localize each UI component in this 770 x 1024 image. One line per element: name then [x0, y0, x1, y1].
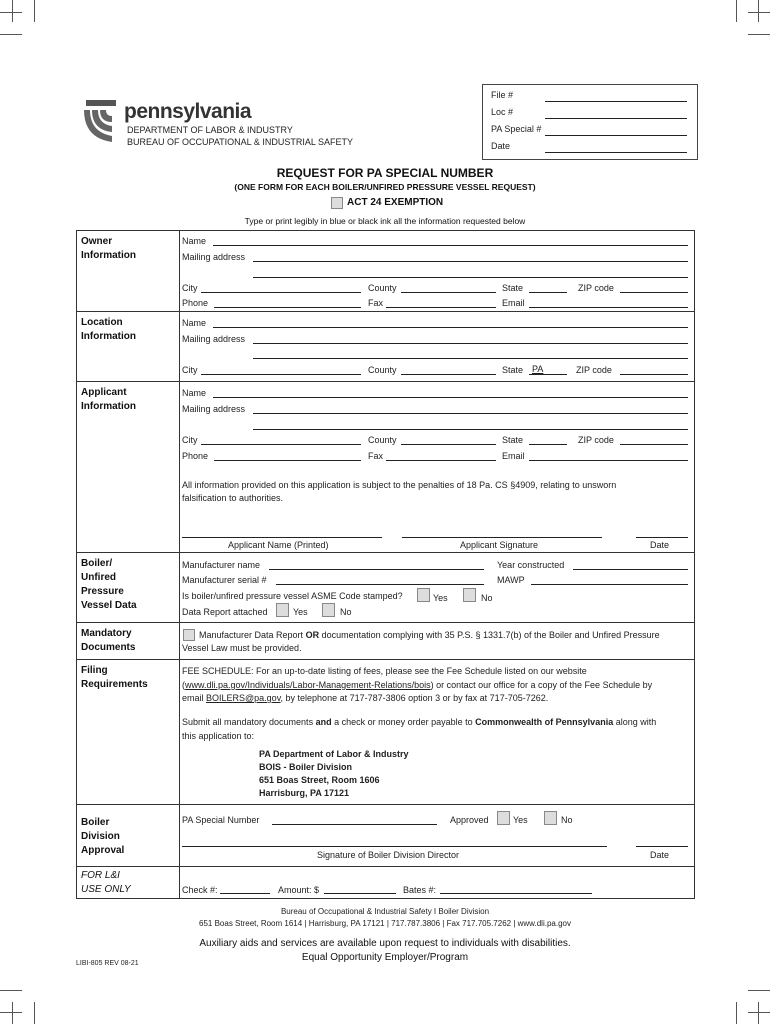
- owner-section: [76, 230, 695, 312]
- act24-checkbox[interactable]: [331, 197, 343, 209]
- owner-label: [81, 235, 171, 263]
- applicant-state-field[interactable]: [529, 444, 567, 445]
- owner-state-field[interactable]: [529, 292, 567, 293]
- divider: [179, 553, 180, 622]
- submit-post: along with: [613, 717, 657, 727]
- instructions: Type or print legibly in blue or black ink all the information requested below: [244, 216, 526, 226]
- applicant-printed-name-label: Applicant Name (Printed): [228, 540, 329, 550]
- pa-special-field[interactable]: [545, 135, 687, 136]
- fee-schedule-line3: [182, 693, 548, 703]
- applicant-phone-field[interactable]: [214, 460, 361, 461]
- asme-yes-label: Yes: [433, 593, 448, 603]
- vessel-label-4: Vessel Data: [81, 600, 137, 611]
- data-report-no-checkbox[interactable]: [322, 603, 335, 617]
- mandatory-label: [81, 627, 171, 655]
- location-mailing-field-2[interactable]: [253, 358, 688, 359]
- submit-line1: [182, 717, 656, 727]
- location-county-label: County: [368, 365, 397, 375]
- applicant-email-field[interactable]: [529, 460, 688, 461]
- owner-county-label: County: [368, 283, 397, 293]
- applicant-signature-label: Applicant Signature: [460, 540, 539, 550]
- divider: [179, 660, 180, 804]
- footer-line2: 651 Boas Street, Room 1614 | Harrisburg, PA 17121 | 717.787.3806 | Fax 717.705.7262 | www.dli.pa.gov: [199, 919, 571, 928]
- vessel-label-3: Pressure: [81, 586, 124, 597]
- approved-no-checkbox[interactable]: [544, 811, 557, 825]
- director-signature-field[interactable]: [182, 846, 607, 847]
- year-constructed-label: Year constructed: [497, 560, 565, 570]
- address-line-1: PA Department of Labor & Industry: [259, 749, 409, 759]
- submit-and: and: [315, 717, 332, 727]
- mandatory-text-1: [199, 630, 660, 640]
- mawp-field[interactable]: [531, 584, 688, 585]
- owner-mailing-field-2[interactable]: [253, 277, 688, 278]
- fee-schedule-link[interactable]: www.dli.pa.gov/Individuals/Labor-Management-Relations/bois: [185, 680, 431, 690]
- owner-phone-label: Phone: [182, 298, 209, 308]
- submit-pre: Submit all mandatory documents: [182, 717, 316, 727]
- location-label-2: Information: [81, 331, 136, 342]
- check-number-label: Check #:: [182, 885, 218, 895]
- owner-fax-label: Fax: [368, 298, 384, 308]
- mandatory-section: [76, 623, 695, 660]
- owner-name-label: Name: [182, 236, 207, 246]
- keystone-logo-icon: [82, 98, 122, 144]
- divider: [179, 312, 180, 381]
- approved-yes-checkbox[interactable]: [497, 811, 510, 825]
- approval-label-2: Division: [81, 831, 120, 842]
- vessel-label: [81, 557, 171, 613]
- approval-label-3: Approval: [81, 845, 125, 856]
- divider: [179, 867, 180, 898]
- owner-fax-field[interactable]: [386, 307, 496, 308]
- data-report-yes-label: Yes: [293, 607, 308, 617]
- penalty-notice-2: falsification to authorities.: [182, 493, 284, 503]
- submit-payee: Commonwealth of Pennsylvania: [475, 717, 614, 727]
- location-zip-label: ZIP code: [576, 365, 612, 375]
- location-city-field[interactable]: [201, 374, 361, 375]
- office-use-label-2: USE ONLY: [81, 884, 131, 895]
- file-info-box: [482, 84, 698, 160]
- vessel-section: [76, 553, 695, 623]
- approval-label: [81, 816, 171, 858]
- special-number-field[interactable]: [272, 824, 437, 825]
- email-link[interactable]: BOILERS@pa.gov: [206, 693, 281, 703]
- applicant-email-label: Email: [502, 451, 525, 461]
- asme-question: Is boiler/unfired pressure vessel ASME Code stamped?: [182, 591, 403, 601]
- loc-label: Loc #: [491, 107, 514, 117]
- accessibility-notice: Auxiliary aids and services are available upon request to individuals with disabilities.: [199, 938, 571, 949]
- special-number-label: PA Special Number: [182, 815, 260, 825]
- owner-label-2: Information: [81, 250, 136, 261]
- crop-mark: [0, 990, 22, 991]
- mandatory-label-1: Mandatory: [81, 628, 132, 639]
- amount-label: Amount: $: [278, 885, 320, 895]
- address-line-3: 651 Boas Street, Room 1606: [259, 775, 380, 785]
- manufacturer-name-label: Manufacturer name: [182, 560, 261, 570]
- location-state-value[interactable]: PA: [532, 364, 544, 374]
- form-title: REQUEST FOR PA SPECIAL NUMBER: [276, 166, 494, 180]
- owner-city-label: City: [182, 283, 198, 293]
- check-number-field[interactable]: [220, 893, 270, 894]
- location-name-label: Name: [182, 318, 207, 328]
- eeo-notice: Equal Opportunity Employer/Program: [301, 952, 469, 963]
- file-label: File #: [491, 90, 514, 100]
- crop-mark: [736, 0, 737, 22]
- office-use-section: [76, 867, 695, 899]
- applicant-label: [81, 386, 171, 414]
- act24-label: ACT 24 EXEMPTION: [347, 197, 444, 208]
- mandatory-checkbox[interactable]: [183, 629, 195, 641]
- location-state-label: State: [502, 365, 524, 375]
- owner-email-label: Email: [502, 298, 525, 308]
- file-field[interactable]: [545, 101, 687, 102]
- approval-date-label: Date: [650, 850, 670, 860]
- approved-no-label: No: [561, 815, 573, 825]
- crop-mark: [34, 0, 35, 22]
- fee-line2-post: ) or contact our office for a copy of the Fee Schedule by: [430, 680, 653, 690]
- crop-mark: [748, 990, 770, 991]
- applicant-phone-label: Phone: [182, 451, 209, 461]
- applicant-signature-field[interactable]: [402, 537, 602, 538]
- asme-no-checkbox[interactable]: [463, 588, 476, 602]
- applicant-city-label: City: [182, 435, 198, 445]
- mandatory-text-or: OR: [305, 630, 320, 640]
- location-label-1: Location: [81, 317, 123, 328]
- applicant-fax-field[interactable]: [386, 460, 496, 461]
- applicant-mailing-field[interactable]: [253, 413, 688, 414]
- vessel-label-2: Unfired: [81, 572, 116, 583]
- applicant-section: [76, 382, 695, 553]
- crop-mark: [758, 1002, 759, 1024]
- owner-state-label: State: [502, 283, 524, 293]
- form-subtitle: (ONE FORM FOR EACH BOILER/UNFIRED PRESSURE VESSEL REQUEST): [234, 182, 536, 192]
- org-name: pennsylvania: [124, 100, 252, 123]
- owner-email-field[interactable]: [529, 307, 688, 308]
- mawp-label: MAWP: [497, 575, 525, 585]
- crop-mark: [748, 1012, 770, 1013]
- applicant-fax-label: Fax: [368, 451, 384, 461]
- mandatory-text-pre: Manufacturer Data Report: [199, 630, 306, 640]
- owner-county-field[interactable]: [401, 292, 496, 293]
- footer-line1: Bureau of Occupational & Industrial Safety I Boiler Division: [280, 907, 490, 916]
- applicant-date-field[interactable]: [636, 537, 688, 538]
- owner-label-1: Owner: [81, 236, 113, 247]
- applicant-zip-label: ZIP code: [578, 435, 614, 445]
- location-mailing-label: Mailing address: [182, 334, 246, 344]
- amount-field[interactable]: [324, 893, 396, 894]
- director-signature-label: Signature of Boiler Division Director: [317, 850, 460, 860]
- manufacturer-serial-field[interactable]: [276, 584, 484, 585]
- data-report-yes-checkbox[interactable]: [276, 603, 289, 617]
- data-report-no-label: No: [340, 607, 352, 617]
- applicant-county-label: County: [368, 435, 397, 445]
- crop-mark: [736, 1002, 737, 1024]
- dept-line1: DEPARTMENT OF LABOR & INDUSTRY: [127, 125, 293, 135]
- filing-label: [81, 664, 171, 692]
- location-label: [81, 316, 171, 344]
- asme-no-label: No: [481, 593, 493, 603]
- address-line-4: Harrisburg, PA 17121: [259, 788, 350, 798]
- data-report-label: Data Report attached: [182, 607, 268, 617]
- crop-mark: [12, 0, 13, 22]
- divider: [179, 382, 180, 552]
- applicant-date-label: Date: [650, 540, 670, 550]
- address-line-2: BOIS - Boiler Division: [259, 762, 353, 772]
- fee-schedule-line2: (www.dli.pa.gov/Individuals/Labor-Management-Relations/bois) or contact our office for a copy of the Fee Schedule by: [182, 680, 653, 690]
- owner-city-field[interactable]: [201, 292, 361, 293]
- applicant-mailing-field-2[interactable]: [253, 429, 688, 430]
- office-use-label: [81, 869, 171, 897]
- owner-mailing-field[interactable]: [253, 261, 688, 262]
- submit-line2: this application to:: [182, 731, 255, 741]
- owner-zip-field[interactable]: [620, 292, 688, 293]
- manufacturer-name-field[interactable]: [269, 569, 484, 570]
- approved-yes-label: Yes: [513, 815, 528, 825]
- mandatory-label-2: Documents: [81, 642, 136, 653]
- crop-mark: [748, 12, 770, 13]
- date-label: Date: [491, 141, 511, 151]
- date-field[interactable]: [545, 152, 687, 153]
- mandatory-text-post: documentation complying with 35 P.S. § 1331.7(b) of the Boiler and Unfired Pressure: [319, 630, 660, 640]
- approved-label: Approved: [450, 815, 489, 825]
- location-name-field[interactable]: [213, 327, 688, 328]
- location-zip-field[interactable]: [620, 374, 688, 375]
- asme-yes-checkbox[interactable]: [417, 588, 430, 602]
- submit-mid: a check or money order payable to: [331, 717, 476, 727]
- applicant-state-label: State: [502, 435, 524, 445]
- applicant-mailing-label: Mailing address: [182, 404, 246, 414]
- location-county-field[interactable]: [401, 374, 496, 375]
- dept-line2: BUREAU OF OCCUPATIONAL & INDUSTRIAL SAFETY: [127, 137, 354, 147]
- divider: [179, 623, 180, 659]
- penalty-notice-1: All information provided on this application is subject to the penalties of 18 Pa. CS §4909, relating to unsworn: [182, 480, 617, 490]
- crop-mark: [12, 1002, 13, 1024]
- crop-mark: [0, 1012, 22, 1013]
- owner-phone-field[interactable]: [214, 307, 361, 308]
- pa-special-label: PA Special #: [491, 124, 542, 134]
- vessel-label-1: Boiler/: [81, 558, 113, 569]
- manufacturer-serial-label: Manufacturer serial #: [182, 575, 267, 585]
- owner-mailing-label: Mailing address: [182, 252, 246, 262]
- loc-field[interactable]: [545, 118, 687, 119]
- approval-label-1: Boiler: [81, 817, 110, 828]
- location-city-label: City: [182, 365, 198, 375]
- filing-label-1: Filing: [81, 665, 108, 676]
- applicant-name-label: Name: [182, 388, 207, 398]
- year-constructed-field[interactable]: [573, 569, 688, 570]
- owner-zip-label: ZIP code: [578, 283, 614, 293]
- crop-mark: [0, 12, 22, 13]
- crop-mark: [0, 34, 22, 35]
- office-use-label-1: FOR L&I: [81, 870, 120, 881]
- applicant-city-field[interactable]: [201, 444, 361, 445]
- bates-field[interactable]: [440, 893, 592, 894]
- crop-mark: [758, 0, 759, 22]
- divider: [179, 805, 180, 866]
- fee-line3-pre: email: [182, 693, 207, 703]
- crop-mark: [34, 1002, 35, 1024]
- mandatory-text-2: Vessel Law must be provided.: [182, 643, 302, 653]
- bates-label: Bates #:: [403, 885, 437, 895]
- filing-label-2: Requirements: [81, 679, 148, 690]
- applicant-county-field[interactable]: [401, 444, 496, 445]
- location-mailing-field[interactable]: [253, 343, 688, 344]
- form-id: LIBI-805 REV 08-21: [76, 960, 139, 967]
- applicant-name-field[interactable]: [213, 397, 688, 398]
- owner-name-field[interactable]: [213, 245, 688, 246]
- location-state-field[interactable]: [529, 374, 567, 375]
- divider: [179, 231, 180, 311]
- crop-mark: [748, 34, 770, 35]
- approval-date-field[interactable]: [636, 846, 688, 847]
- applicant-zip-field[interactable]: [620, 444, 688, 445]
- fee-line3-post: , by telephone at 717-787-3806 option 3 or by fax at 717-705-7262.: [280, 693, 549, 703]
- fee-schedule-line1: FEE SCHEDULE: For an up-to-date listing of fees, please see the Fee Schedule listed on our website: [182, 666, 587, 676]
- applicant-printed-name-field[interactable]: [182, 537, 382, 538]
- applicant-label-1: Applicant: [81, 387, 127, 398]
- applicant-label-2: Information: [81, 401, 136, 412]
